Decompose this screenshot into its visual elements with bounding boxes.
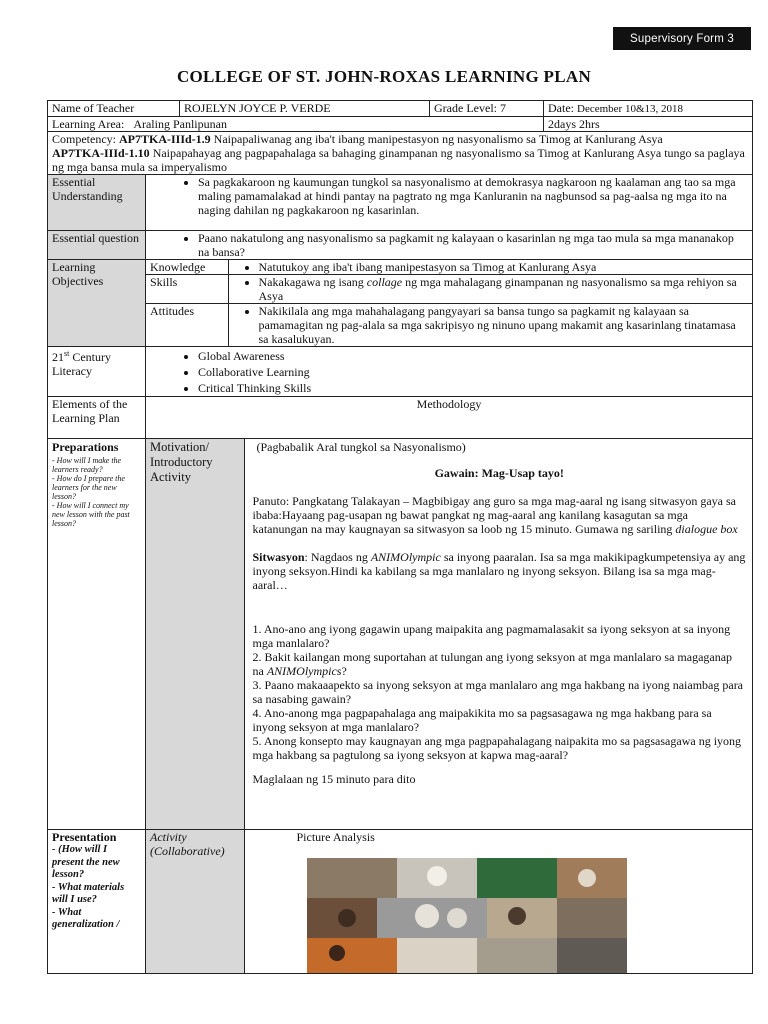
presentation-note: - What materials will I use?: [52, 881, 125, 905]
presentation-label: Presentation: [52, 830, 117, 844]
elements-label: Elements of the Learning Plan: [48, 397, 146, 439]
preparations-note: - How do I prepare the learners for the new lesson?: [52, 474, 125, 501]
attitudes-objective: • Nakikilala ang mga mahahalagang pangyayari sa bansa tungo sa pagkamit ng kalayaan sa pamamagitan ng pag-alala sa mga sakripisyo ng ninuno upang makamit ang kasarinlang tinatamasa sa kasalukuyan.: [228, 304, 752, 347]
motivation-label: Motivation/ Introductory Activity: [146, 439, 244, 829]
presentation-content: [146, 830, 753, 974]
picture-analysis-title: Picture Analysis: [296, 830, 375, 844]
question-1: 1. Ano-ano ang iyong gagawin upang maipakita ang pagmamalasakit sa iyong seksyon at sa inyong mga manlalaro?: [252, 622, 731, 650]
essential-understanding-content: • Sa pagkakaroon ng kaumungan tungkol sa nasyonalismo at demokrasya nagkaroon ng kaalaman ang tao sa mga maling pamamalakad at hindi pantay na pagtrato ng mga Kanluranin na nagbunsod sa pag-aalsa ng mga ito na naging dahilan ng pagkakaroon ng kasarinlan.: [146, 175, 753, 231]
knowledge-objective: • Natutukoy ang iba't ibang manipestasyon sa Timog at Kanlurang Asya: [228, 260, 752, 275]
review-note: (Pagbabalik Aral tungkol sa Nasyonalismo): [256, 440, 466, 454]
nationalism-collage-image: [307, 858, 627, 973]
question-2: 2. Bakit kailangan mong suportahan at tulungan ang iyong seksyon at mga manlalaro sa magaganap na ANIMOlympics?: [252, 650, 733, 678]
question-4: 4. Ano-anong mga pagpapahalaga ang maipakikita mo sa pagsasagawa ng mga hakbang para sa inyong seksyon at mga manlalaro?: [252, 706, 712, 734]
picture-analysis: [244, 830, 752, 973]
learning-objectives-content: [146, 260, 753, 347]
grade-level: Grade Level: 7: [430, 101, 544, 117]
question-5: 5. Anong konsepto may kaugnayan ang mga pagpapahalagang naipakita mo sa pagsasagawa ng iyong mga hakbang sa pagtulong sa iyong seksyon at kapwa mag-aaral?: [252, 734, 742, 762]
collage-photo-icon: [307, 858, 627, 973]
supervisory-form-badge: Supervisory Form 3: [613, 27, 751, 50]
skills-objective: • Nakakagawa ng isang collage ng mga mahalagang ginampanan ng nasyonalismo sa mga rehiyon sa Asya: [228, 275, 752, 304]
presentation-note: - What generalization /: [52, 906, 120, 930]
learning-area: Learning Area: Araling Panlipunan: [48, 117, 544, 132]
preparations-label-cell: [48, 439, 146, 830]
question-3: 3. Paano makaaapekto sa inyong seksyon at mga manlalaro ang mga hakbang na iyong naiambag para sa nasabing gawain?: [252, 678, 744, 706]
preparations-note: - How will I make the learners ready?: [52, 456, 122, 474]
time-allotment: Maglalaan ng 15 minuto para dito: [252, 772, 416, 786]
preparations-label: Preparations: [52, 440, 119, 454]
panuto-text: Panuto: Pangkatang Talakayan – Magbibigay ang guro sa mga mag-aaral ng isang sitwasyon gaya sa ibaba:Hayaang pag-usapan ng bawat pangkat ng mag-aaral ang kanilang kasagutan sa mga katanungan na may kaugnayan sa sitwasyon sa loob ng 15 minuto. Gumawa ng sariling dialogue box: [252, 494, 738, 536]
preparations-note: - How will I connect my new lesson with the past lesson?: [52, 501, 130, 528]
presentation-label-cell: [48, 830, 146, 974]
motivation-activity: [244, 439, 752, 829]
date-cell: Date: December 10&13, 2018: [544, 101, 753, 117]
literacy-item: • Collaborative Learning: [198, 364, 748, 380]
attitudes-label: Attitudes: [146, 304, 228, 347]
essential-question-label: Essential question: [48, 231, 146, 260]
activity-label: Activity (Collaborative): [146, 830, 244, 973]
learning-objectives-label: Learning Objectives: [48, 260, 146, 347]
literacy-item: • Critical Thinking Skills: [198, 380, 748, 396]
knowledge-label: Knowledge: [150, 260, 206, 274]
page-title: COLLEGE OF ST. JOHN-ROXAS LEARNING PLAN: [176, 67, 592, 86]
literacy-item: • Global Awareness: [198, 348, 748, 364]
sitwasyon-text: Sitwasyon: Nagdaos ng ANIMOlympic sa inyong paaralan. Isa sa mga makikipagkumpetensiya ay ang inyong seksyon.Hindi ka kabilang sa mga manlalaro ng inyong seksyon. Bilang isa sa mga mag-aaral…: [252, 550, 746, 592]
presentation-note: - (How will I present the new lesson?: [52, 844, 120, 880]
teacher-label: Name of Teacher: [48, 101, 180, 117]
skills-label: Skills: [146, 275, 228, 304]
literacy-label: 21st Century Literacy: [48, 347, 146, 397]
duration: 2days 2hrs: [544, 117, 753, 132]
gawain-title: Gawain: Mag-Usap tayo!: [434, 466, 564, 480]
essential-question-content: • Paano nakatulong ang nasyonalismo sa pagkamit ng kalayaan o kasarinlan ng mga tao mula sa mga mananakop na bansa?: [146, 231, 753, 260]
literacy-content: [146, 347, 753, 397]
essential-understanding-label: Essential Understanding: [48, 175, 146, 231]
preparations-content: [146, 439, 753, 830]
teacher-name: ROJELYN JOYCE P. VERDE: [180, 101, 430, 117]
competency-cell: Competency: AP7TKA-IIId-1.9 Naipapaliwanag ang iba't ibang manipestasyon ng nasyonalismo sa Timog at Kanlurang Asya AP7TKA-IIId-1.10 Naipapahayag ang pagpapahalaga sa bahaging ginampanan ng nasyonalismo sa Timog at Kanlurang Asya tungo sa paglaya ng mga bansa mula sa imperyalismo: [48, 132, 753, 175]
learning-plan-table: [47, 100, 753, 974]
methodology-heading: Methodology: [146, 397, 753, 439]
